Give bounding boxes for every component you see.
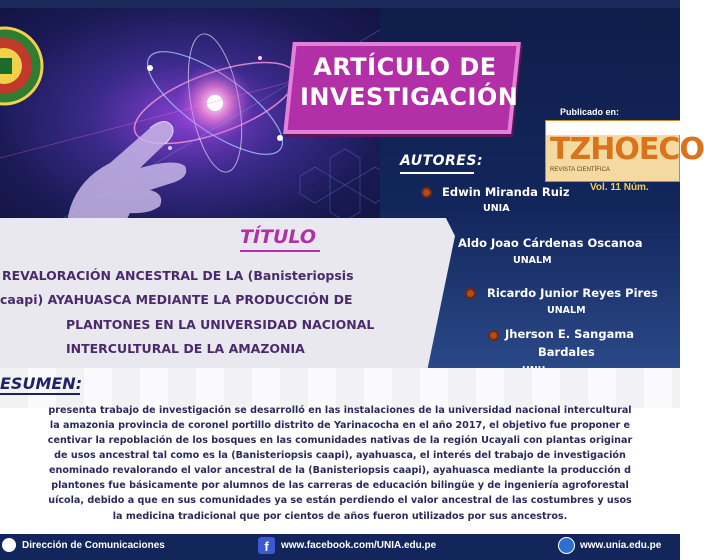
journal-cover <box>545 120 704 182</box>
published-in-label: Publicado en: <box>560 107 620 117</box>
abstract-line: la amazonia provincia de coronel portillo distrito de Yarinacocha en el año 2017, el objetivo fue proponer e <box>49 420 631 431</box>
footer-facebook-link[interactable]: www.facebook.com/UNIA.edu.pe <box>281 540 437 551</box>
author-institution: UNIA <box>483 203 510 214</box>
abstract-underline <box>0 393 80 395</box>
author-institution: UNALM <box>547 305 586 316</box>
footer-communications: Dirección de Comunicaciones <box>22 540 165 551</box>
authors-label: AUTORES: <box>400 153 484 169</box>
bullet-icon <box>421 187 432 198</box>
author-name: Edwin Miranda Ruiz <box>442 185 570 199</box>
abstract-line: presenta trabajo de investigación se desarrolló en las instalaciones de la universidad nacional intercultural <box>48 405 632 416</box>
decorative-pattern <box>0 368 680 408</box>
abstract-line: de usos ancestral tal como es la (Banisteriopsis caapi), ayahuasca, el interés del trabajo de investigación <box>54 450 626 461</box>
top-band <box>0 0 680 8</box>
author-name-line2: Bardales <box>538 345 595 359</box>
title-line: PLANTONES EN LA UNIVERSIDAD NACIONAL <box>66 317 375 332</box>
bullet-icon <box>488 330 499 341</box>
article-type-line2: INVESTIGACIÓN <box>300 83 519 111</box>
author-name: Jherson E. Sangama <box>505 327 635 341</box>
abstract-line: la medicina tradicional que por cientos de años fueron utilizados por sus ancestros. <box>112 511 568 522</box>
university-seal-icon <box>0 22 44 110</box>
title-line: REVALORACIÓN ANCESTRAL DE LA (Banisteriopsis <box>2 268 354 283</box>
university-logo <box>0 22 44 110</box>
abstract-line: plantones fue básicamente por alumnos de las carreras de educación bilingüe y de ingeniería agroforestal <box>51 480 629 491</box>
title-line: INTERCULTURAL DE LA AMAZONIA <box>66 341 305 356</box>
abstract-label: ESUMEN: <box>0 374 83 393</box>
author-name: Aldo Joao Cárdenas Oscanoa <box>458 236 643 250</box>
abstract-line: centivar la repoblación de los bosques en las comunidades nativas de la región Ucayali con plantas originar <box>47 435 633 446</box>
journal-volume: Vol. 11 Núm. <box>590 182 649 193</box>
article-type-title <box>300 52 519 112</box>
footer-website-link[interactable]: www.unia.edu.pe <box>580 540 662 551</box>
abstract-line: uícola, debido a que en sus comunidades ya se están perdiendo el valor ancestral de las costumbres y usos <box>48 495 632 506</box>
journal-name: TZHOECO <box>550 132 704 167</box>
globe-icon[interactable] <box>558 537 575 554</box>
article-type-line1: ARTÍCULO DE <box>313 53 497 81</box>
author-institution: UNALM <box>513 255 552 266</box>
abstract-line: enominado revalorando el valor ancestral de la (Banisteriopsis caapi), ayahuasca mediante la producción d <box>49 465 631 476</box>
authors-underline <box>400 172 474 174</box>
author-name: Ricardo Junior Reyes Pires <box>487 286 658 300</box>
facebook-icon[interactable]: f <box>258 537 275 554</box>
communications-icon <box>2 538 16 552</box>
title-underline <box>240 250 320 252</box>
title-line: caapi) AYAHUASCA MEDIANTE LA PRODUCCIÓN DE <box>0 292 353 307</box>
journal-subtitle: REVISTA CIENTÍFICA <box>550 167 610 173</box>
bullet-icon <box>465 288 476 299</box>
title-label: TÍTULO <box>240 226 316 248</box>
